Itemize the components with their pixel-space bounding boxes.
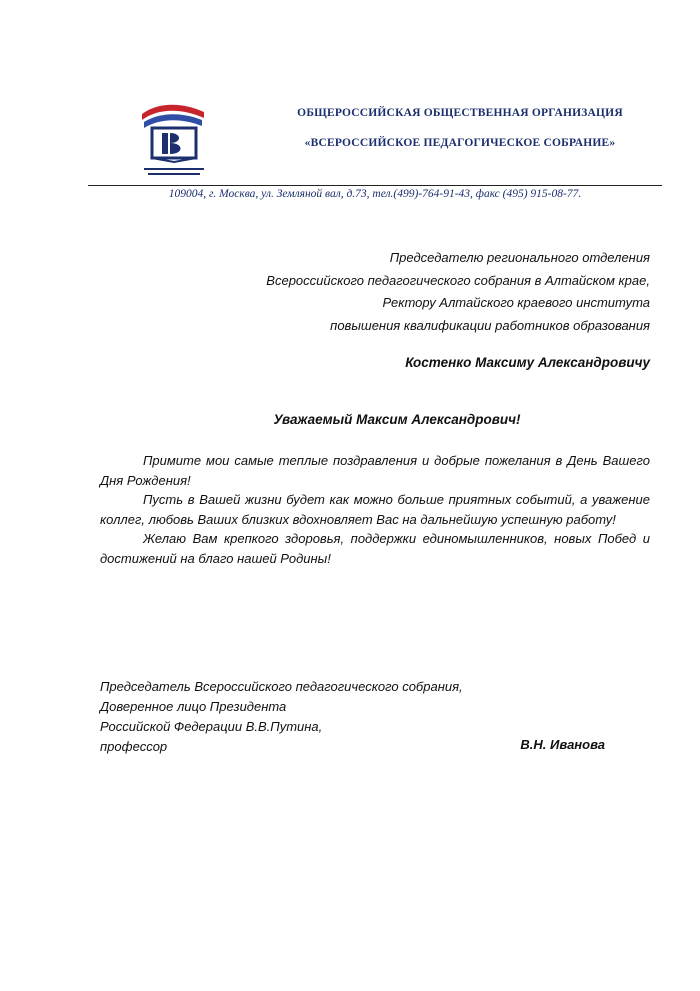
organization-name-line2: «ВСЕРОССИЙСКОЕ ПЕДАГОГИЧЕСКОЕ СОБРАНИЕ» bbox=[304, 137, 616, 149]
recipient-line: Председателю регионального отделения bbox=[389, 250, 650, 265]
body-paragraph: Пусть в Вашей жизни будет как можно больше приятных событий, а уважение коллег, любовь Ваших близких вдохновляет Вас на дальнейшую успешную работу! bbox=[100, 492, 650, 527]
signer-name: В.Н. Иванова bbox=[520, 737, 605, 752]
recipient-line: Всероссийского педагогического собрания в Алтайском крае, bbox=[266, 272, 650, 288]
recipient-name: Костенко Максиму Александровичу bbox=[405, 355, 650, 370]
flag-book-emblem-icon bbox=[138, 100, 210, 184]
letter-body bbox=[100, 451, 650, 568]
organization-address: 109004, г. Москва, ул. Земляной вал, д.73, тел.(499)-764-91-43, факс (495) 915-08-77. bbox=[168, 188, 582, 200]
salutation: Уважаемый Максим Александрович! bbox=[273, 412, 521, 427]
body-paragraph: Примите мои самые теплые поздравления и добрые пожелания в День Вашего Дня Рождения! bbox=[100, 453, 650, 488]
organization-logo bbox=[138, 100, 210, 184]
recipient-line: повышения квалификации работников образования bbox=[330, 317, 650, 333]
signature-line: Председатель Всероссийского педагогического собрания, bbox=[100, 679, 463, 694]
body-paragraph: Желаю Вам крепкого здоровья, поддержки единомышленников, новых Побед и достижений на благо нашей Родины! bbox=[100, 531, 650, 566]
letterhead-divider bbox=[88, 185, 662, 186]
recipient-block bbox=[266, 247, 650, 337]
signature-block bbox=[100, 677, 463, 757]
organization-name-line1: ОБЩЕРОССИЙСКАЯ ОБЩЕСТВЕННАЯ ОРГАНИЗАЦИЯ bbox=[297, 107, 623, 119]
recipient-line: Ректору Алтайского краевого института bbox=[382, 295, 650, 310]
signature-line: профессор bbox=[100, 739, 168, 754]
signature-line: Российской Федерации В.В.Путина, bbox=[100, 719, 323, 734]
signature-line: Доверенное лицо Президента bbox=[100, 699, 287, 714]
